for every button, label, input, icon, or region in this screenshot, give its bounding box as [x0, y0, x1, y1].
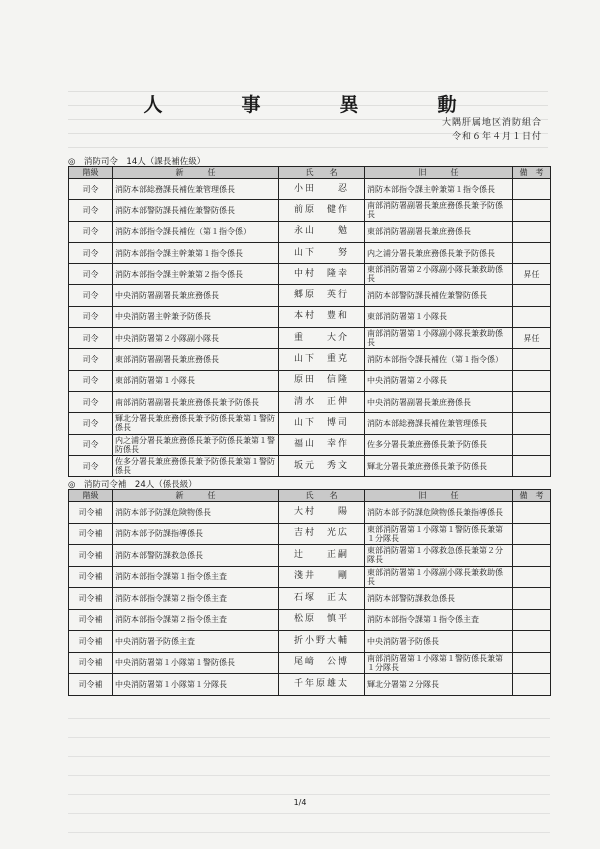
- bleed-through-lines-bottom: [68, 700, 550, 840]
- note-cell: [513, 242, 551, 263]
- name-cell: 福山 幸作: [279, 434, 365, 455]
- old-post-cell: 輝北分署第２分隊長: [365, 674, 513, 696]
- new-post-cell: 消防本部指令課長補佐（第１指令係）: [113, 221, 279, 242]
- note-cell: [513, 200, 551, 221]
- old-post-cell: 東部消防署副署長兼庶務係長: [365, 221, 513, 242]
- rank-cell: 司令: [69, 285, 113, 306]
- note-cell: [513, 455, 551, 476]
- table-header-row: [69, 490, 551, 502]
- old-post-cell: 東部消防署第１小隊救急係長兼第２分隊長: [365, 545, 513, 567]
- new-post-cell: 中央消防署第２小隊副小隊長: [113, 328, 279, 349]
- rank-cell: 司令: [69, 306, 113, 327]
- name-cell: 折小野大輔: [279, 631, 365, 653]
- name-cell: 石塚 正太: [279, 588, 365, 610]
- note-cell: [513, 545, 551, 567]
- header-name: 氏 名: [279, 167, 365, 179]
- new-post-cell: 佐多分署長兼庶務係長兼予防係長兼第１警防係長: [113, 455, 279, 476]
- old-post-cell: 消防本部警防課長補佐兼警防係長: [365, 285, 513, 306]
- rank-cell: 司令: [69, 391, 113, 412]
- issuer-block: [442, 116, 542, 144]
- rank-cell: 司令: [69, 264, 113, 285]
- name-cell: 重 大介: [279, 328, 365, 349]
- rank-cell: 司令補: [69, 502, 113, 524]
- rank-cell: 司令補: [69, 566, 113, 588]
- name-cell: 尾﨑 公博: [279, 652, 365, 674]
- rank-cell: 司令: [69, 179, 113, 200]
- note-cell: [513, 652, 551, 674]
- new-post-cell: 消防本部指令課主幹兼第２指令係長: [113, 264, 279, 285]
- rank-cell: 司令補: [69, 588, 113, 610]
- new-post-cell: 東部消防署副署長兼庶務係長: [113, 349, 279, 370]
- header-rank: 階級: [69, 490, 113, 502]
- new-post-cell: 消防本部警防課救急係長: [113, 545, 279, 567]
- new-post-cell: 消防本部指令課第２指令係主査: [113, 609, 279, 631]
- header-old-post: 旧 任: [365, 167, 513, 179]
- table-row: [69, 674, 551, 696]
- name-cell: 吉村 光広: [279, 523, 365, 545]
- sub-commanders-table-body: [69, 502, 551, 696]
- old-post-cell: 消防本部予防課危険物係長兼指導係長: [365, 502, 513, 524]
- rank-cell: 司令補: [69, 523, 113, 545]
- name-cell: 大村 陽: [279, 502, 365, 524]
- organization-name: 大隅肝属地区消防組合: [441, 118, 542, 128]
- header-new-post: 新 任: [113, 490, 279, 502]
- name-cell: 郷原 英行: [279, 285, 365, 306]
- table-row: [69, 349, 551, 370]
- note-cell: [513, 370, 551, 391]
- new-post-cell: 中央消防署第１小隊第１警防係長: [113, 652, 279, 674]
- old-post-cell: 南部消防署副署長兼庶務係長兼予防係長: [365, 200, 513, 221]
- commanders-table-body: [69, 179, 551, 477]
- new-post-cell: 消防本部指令課第２指令係主査: [113, 588, 279, 610]
- name-cell: 清水 正伸: [279, 391, 365, 412]
- old-post-cell: 内之浦分署長兼庶務係長兼予防係長: [365, 242, 513, 263]
- table-row: [69, 631, 551, 653]
- old-post-cell: 消防本部指令課長補佐（第１指令係）: [365, 349, 513, 370]
- table-row: [69, 609, 551, 631]
- name-cell: 永山 勉: [279, 221, 365, 242]
- note-cell: [513, 221, 551, 242]
- note-cell: [513, 285, 551, 306]
- old-post-cell: 南部消防署第１小隊第１警防係長兼第１分隊長: [365, 652, 513, 674]
- header-note: 備 考: [513, 490, 551, 502]
- header-name: 氏 名: [279, 490, 365, 502]
- old-post-cell: 東部消防署第１小隊第１警防係長兼第１分隊長: [365, 523, 513, 545]
- rank-cell: 司令補: [69, 674, 113, 696]
- rank-cell: 司令: [69, 242, 113, 263]
- old-post-cell: 消防本部警防課救急係長: [365, 588, 513, 610]
- rank-cell: 司令: [69, 434, 113, 455]
- note-cell: [513, 306, 551, 327]
- rank-cell: 司令: [69, 455, 113, 476]
- table-row: [69, 523, 551, 545]
- note-cell: [513, 179, 551, 200]
- table-row: [69, 566, 551, 588]
- old-post-cell: 東部消防署第１小隊副小隊長兼救助係長: [365, 566, 513, 588]
- rank-cell: 司令: [69, 413, 113, 434]
- table-row: [69, 588, 551, 610]
- table-row: [69, 242, 551, 263]
- table-row: [69, 221, 551, 242]
- new-post-cell: 消防本部予防課危険物係長: [113, 502, 279, 524]
- name-cell: 本村 豊和: [279, 306, 365, 327]
- rank-cell: 司令補: [69, 652, 113, 674]
- rank-cell: 司令補: [69, 631, 113, 653]
- header-new-post: 新 任: [113, 167, 279, 179]
- note-cell: [513, 413, 551, 434]
- old-post-cell: 消防本部総務課長補佐兼管理係長: [365, 413, 513, 434]
- name-cell: 前原 健作: [279, 200, 365, 221]
- effective-date: 令和６年４月１日付: [451, 132, 542, 142]
- new-post-cell: 中央消防署予防係主査: [113, 631, 279, 653]
- new-post-cell: 内之浦分署長兼庶務係長兼予防係長兼第１警防係長: [113, 434, 279, 455]
- rank-cell: 司令: [69, 221, 113, 242]
- name-cell: 千年原雄太: [279, 674, 365, 696]
- note-cell: [513, 674, 551, 696]
- old-post-cell: 中央消防署副署長兼庶務係長: [365, 391, 513, 412]
- table-row: [69, 328, 551, 349]
- old-post-cell: 中央消防署第２小隊長: [365, 370, 513, 391]
- new-post-cell: 中央消防署副署長兼庶務係長: [113, 285, 279, 306]
- new-post-cell: 消防本部指令課主幹兼第１指令係長: [113, 242, 279, 263]
- rank-cell: 司令: [69, 349, 113, 370]
- name-cell: 中村 隆幸: [279, 264, 365, 285]
- note-cell: [513, 631, 551, 653]
- sub-commanders-table: [68, 489, 551, 696]
- note-cell: [513, 523, 551, 545]
- header-rank: 階級: [69, 167, 113, 179]
- name-cell: 山下 重克: [279, 349, 365, 370]
- note-cell: [513, 391, 551, 412]
- table-row: [69, 455, 551, 476]
- name-cell: 小田 忍: [279, 179, 365, 200]
- new-post-cell: 中央消防署主幹兼予防係長: [113, 306, 279, 327]
- old-post-cell: 東部消防署第１小隊長: [365, 306, 513, 327]
- name-cell: 辻 正嗣: [279, 545, 365, 567]
- old-post-cell: 消防本部指令課第１指令係主査: [365, 609, 513, 631]
- header-note: 備 考: [513, 167, 551, 179]
- table-row: [69, 179, 551, 200]
- table-row: [69, 306, 551, 327]
- name-cell: 坂元 秀文: [279, 455, 365, 476]
- note-cell: [513, 588, 551, 610]
- table-row: [69, 502, 551, 524]
- table-row: [69, 652, 551, 674]
- table-row: [69, 413, 551, 434]
- new-post-cell: 東部消防署第１小隊長: [113, 370, 279, 391]
- header-old-post: 旧 任: [365, 490, 513, 502]
- old-post-cell: 東部消防署第２小隊副小隊長兼救助係長: [365, 264, 513, 285]
- name-cell: 淺井 剛: [279, 566, 365, 588]
- table-row: [69, 391, 551, 412]
- new-post-cell: 消防本部警防課長補佐兼警防係長: [113, 200, 279, 221]
- table-row: [69, 264, 551, 285]
- rank-cell: 司令: [69, 328, 113, 349]
- note-cell: [513, 609, 551, 631]
- section-heading-commanders: ◎ 消防司令 14人（課長補佐級）: [68, 157, 206, 167]
- name-cell: 山下 努: [279, 242, 365, 263]
- name-cell: 山下 博司: [279, 413, 365, 434]
- rank-cell: 司令: [69, 370, 113, 391]
- table-row: [69, 434, 551, 455]
- note-cell: [513, 502, 551, 524]
- rank-cell: 司令補: [69, 609, 113, 631]
- note-cell: 昇任: [513, 328, 551, 349]
- old-post-cell: 佐多分署長兼庶務係長兼予防係長: [365, 434, 513, 455]
- name-cell: 松原 慎平: [279, 609, 365, 631]
- old-post-cell: 中央消防署予防係長: [365, 631, 513, 653]
- commanders-table: [68, 166, 551, 477]
- table-row: [69, 285, 551, 306]
- new-post-cell: 輝北分署長兼庶務係長兼予防係長兼第１警防係長: [113, 413, 279, 434]
- note-cell: [513, 349, 551, 370]
- note-cell: [513, 434, 551, 455]
- name-cell: 原田 信隆: [279, 370, 365, 391]
- new-post-cell: 中央消防署第１小隊第１分隊長: [113, 674, 279, 696]
- table-row: [69, 545, 551, 567]
- table-header-row: [69, 167, 551, 179]
- table-row: [69, 200, 551, 221]
- document-title: 人 事 異 動: [143, 94, 487, 116]
- note-cell: 昇任: [513, 264, 551, 285]
- new-post-cell: 消防本部総務課長補佐兼管理係長: [113, 179, 279, 200]
- new-post-cell: 消防本部指令課第１指令係主査: [113, 566, 279, 588]
- old-post-cell: 南部消防署第１小隊副小隊長兼救助係長: [365, 328, 513, 349]
- rank-cell: 司令: [69, 200, 113, 221]
- rank-cell: 司令補: [69, 545, 113, 567]
- section-heading-sub-commanders: ◎ 消防司令補 24人（係長級）: [68, 480, 197, 490]
- old-post-cell: 輝北分署長兼庶務係長兼予防係長: [365, 455, 513, 476]
- page-number: 1/4: [293, 798, 307, 807]
- note-cell: [513, 566, 551, 588]
- table-row: [69, 370, 551, 391]
- new-post-cell: 消防本部予防課指導係長: [113, 523, 279, 545]
- old-post-cell: 消防本部指令課主幹兼第１指令係長: [365, 179, 513, 200]
- new-post-cell: 南部消防署副署長兼庶務係長兼予防係長: [113, 391, 279, 412]
